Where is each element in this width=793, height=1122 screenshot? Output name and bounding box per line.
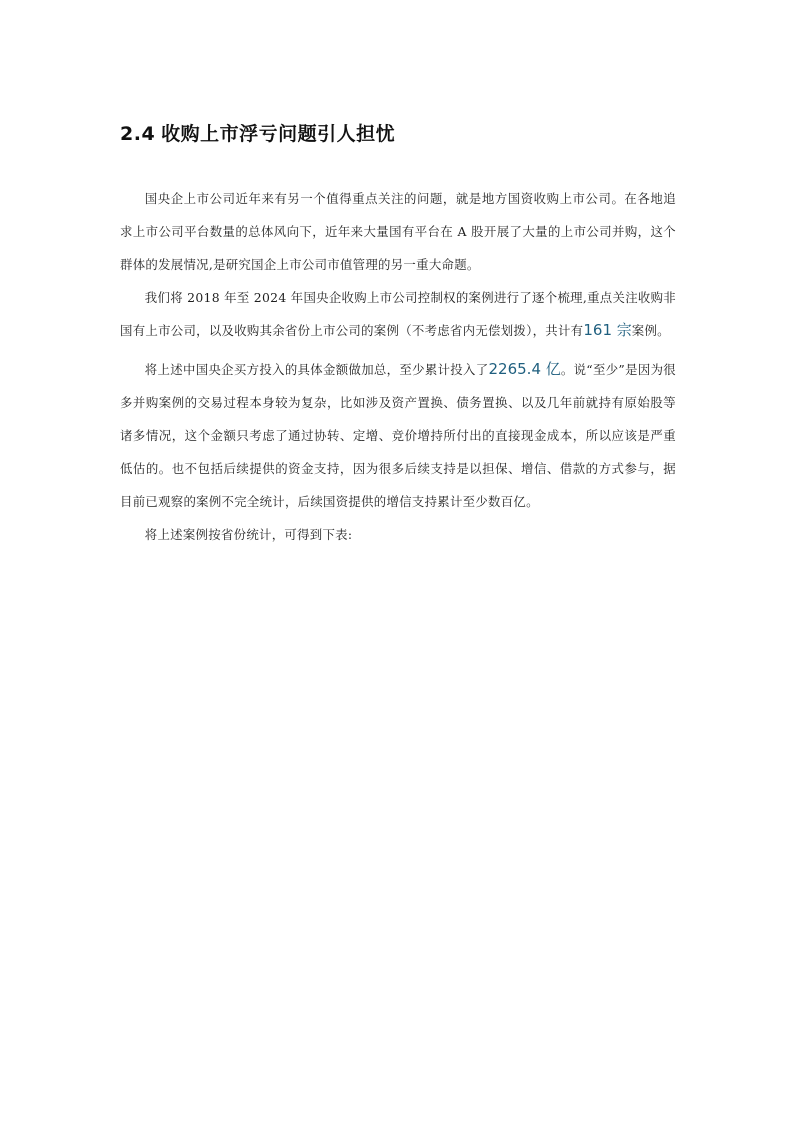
case-count-highlight: 161 宗	[583, 321, 632, 339]
document-page	[120, 118, 676, 551]
investment-text: 将上述中国央企买方投入的具体金额做加总，至少累计投入了	[144, 362, 489, 377]
investment-amount-highlight: 2265.4 亿	[488, 360, 561, 378]
case-count-text: 我们将 2018 年至 2024 年国央企收购上市公司控制权的案例进行了逐个梳理,重点关注收购非国有上市公司，以及收购其余省份上市公司的案例（不考虑省内无偿划拨），共计有	[120, 290, 676, 338]
section-heading	[120, 118, 676, 150]
paragraph-table-intro: 将上述案例按省份统计，可得到下表:	[144, 527, 353, 542]
paragraph-case-count	[120, 281, 676, 347]
paragraph-investment	[120, 353, 676, 518]
investment-explanation: 。说“至少”是因为很多并购案例的交易过程本身较为复杂，比如涉及资产置换、债务置换、以及几年前就持有原始股等诸多情况，这个金额只考虑了通过协转、定增、竞价增持所付出的直接现金成本，所以应该是严重低估的。也不包括后续提供的资金支持，因为很多后续支持是以担保、增信、借款的方式参与，据目前已观察的案例不完全统计，后续国资提供的增信支持累计至少数百亿。	[120, 362, 676, 509]
paragraph-intro: 国央企上市公司近年来有另一个值得重点关注的问题，就是地方国资收购上市公司。在各地追求上市公司平台数量的总体风向下，近年来大量国有平台在 A 股开展了大量的上市公司并购，这个群体的发展情况,是研究国企上市公司市值管理的另一重大命题。	[120, 191, 676, 272]
section-number: 2.4	[120, 123, 156, 145]
case-count-suffix: 案例。	[631, 323, 670, 338]
section-title: 收购上市浮亏问题引人担忧	[161, 123, 396, 145]
